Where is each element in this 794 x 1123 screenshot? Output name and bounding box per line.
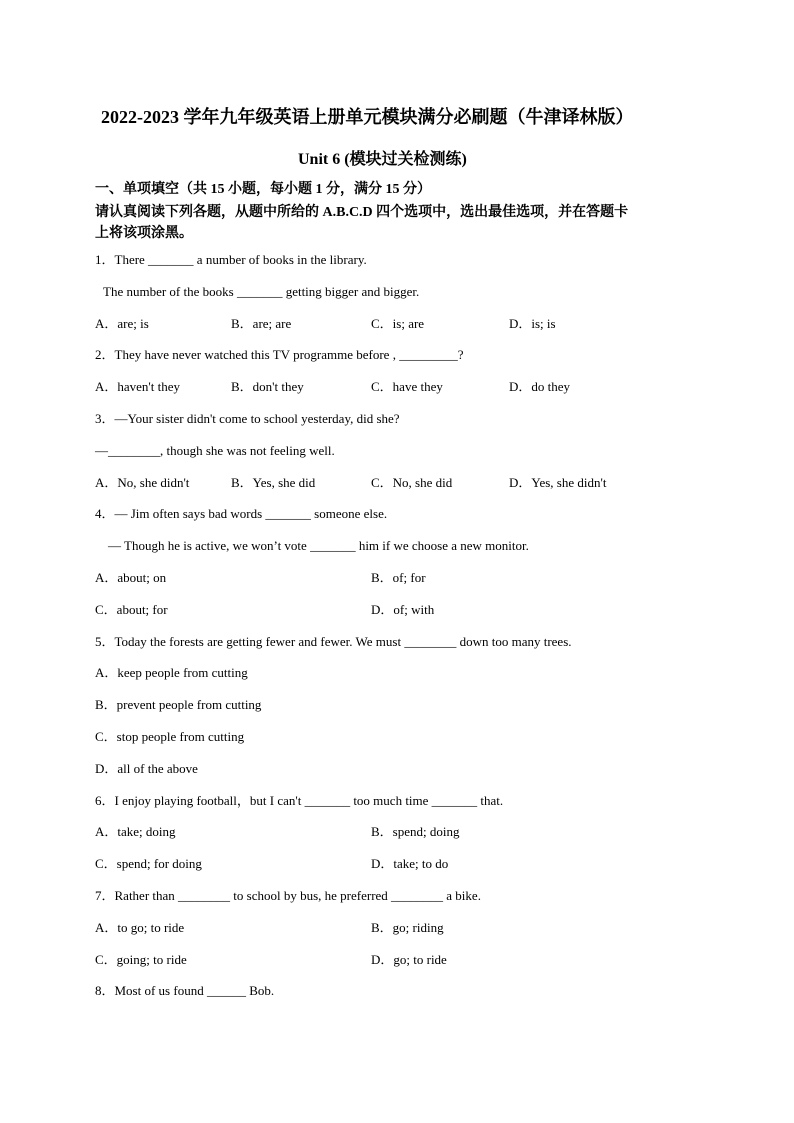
question-3-option-d[interactable]: D．Yes, she didn't xyxy=(509,475,607,490)
question-1-option-b[interactable]: B．are; are xyxy=(231,316,292,331)
question-2-option-b[interactable]: B．don't they xyxy=(231,379,304,394)
question-3-stem: 3．—Your sister didn't come to school yesterday, did she? xyxy=(95,411,400,426)
question-5-stem: 5．Today the forests are getting fewer and fewer. We must ________ down too many trees. xyxy=(95,634,572,649)
question-7-option-b[interactable]: B．go; riding xyxy=(371,920,444,935)
page-title: 2022-2023 学年九年级英语上册单元模块满分必刷题（牛津译林版） xyxy=(101,107,634,127)
question-3-option-b[interactable]: B．Yes, she did xyxy=(231,475,316,490)
question-7-option-c[interactable]: C．going; to ride xyxy=(95,952,187,967)
section-heading: 一、单项填空（共 15 小题，每小题 1 分，满分 15 分） xyxy=(95,182,431,197)
question-5-option-d[interactable]: D．all of the above xyxy=(95,761,198,776)
question-1-option-c[interactable]: C．is; are xyxy=(371,316,425,331)
question-2-option-d[interactable]: D．do they xyxy=(509,379,571,394)
question-3-stem-2: —________, though she was not feeling well. xyxy=(95,443,335,458)
question-2-option-a[interactable]: A．haven't they xyxy=(95,379,181,394)
question-5-option-a[interactable]: A．keep people from cutting xyxy=(95,665,248,680)
question-2-stem: 2．They have never watched this TV programme before , _________? xyxy=(95,347,464,362)
question-6-option-b[interactable]: B．spend; doing xyxy=(371,824,460,839)
question-7-stem: 7．Rather than ________ to school by bus, he preferred ________ a bike. xyxy=(95,888,481,903)
question-8-stem: 8．Most of us found ______ Bob. xyxy=(95,983,275,998)
question-1-option-d[interactable]: D．is; is xyxy=(509,316,556,331)
question-1-stem-2: The number of the books _______ getting bigger and bigger. xyxy=(103,284,420,299)
question-3-option-a[interactable]: A．No, she didn't xyxy=(95,475,190,490)
question-4-stem-2: — Though he is active, we won’t vote _______ him if we choose a new monitor. xyxy=(108,538,529,553)
question-4-stem: 4．— Jim often says bad words _______ someone else. xyxy=(95,506,388,521)
question-3-option-c[interactable]: C．No, she did xyxy=(371,475,453,490)
section-instruction-cont: 上将该项涂黑。 xyxy=(95,226,193,241)
question-5-option-c[interactable]: C．stop people from cutting xyxy=(95,729,245,744)
question-4-option-d[interactable]: D．of; with xyxy=(371,602,435,617)
question-5-option-b[interactable]: B．prevent people from cutting xyxy=(95,697,262,712)
question-1-stem: 1．There _______ a number of books in the library. xyxy=(95,252,367,267)
question-6-option-d[interactable]: D．take; to do xyxy=(371,856,449,871)
question-6-option-c[interactable]: C．spend; for doing xyxy=(95,856,202,871)
question-1-option-a[interactable]: A．are; is xyxy=(95,316,149,331)
question-7-option-d[interactable]: D．go; to ride xyxy=(371,952,447,967)
question-6-option-a[interactable]: A．take; doing xyxy=(95,824,176,839)
page-subtitle: Unit 6 (模块过关检测练) xyxy=(298,151,467,168)
question-2-option-c[interactable]: C．have they xyxy=(371,379,443,394)
question-6-stem: 6．I enjoy playing football，but I can't _______ too much time _______ that. xyxy=(95,793,504,808)
question-7-option-a[interactable]: A．to go; to ride xyxy=(95,920,185,935)
question-4-option-a[interactable]: A．about; on xyxy=(95,570,167,585)
question-4-option-b[interactable]: B．of; for xyxy=(371,570,426,585)
section-instruction: 请认真阅读下列各题，从题中所给的 A.B.C.D 四个选项中，选出最佳选项，并在答题卡 xyxy=(95,205,629,220)
question-4-option-c[interactable]: C．about; for xyxy=(95,602,168,617)
